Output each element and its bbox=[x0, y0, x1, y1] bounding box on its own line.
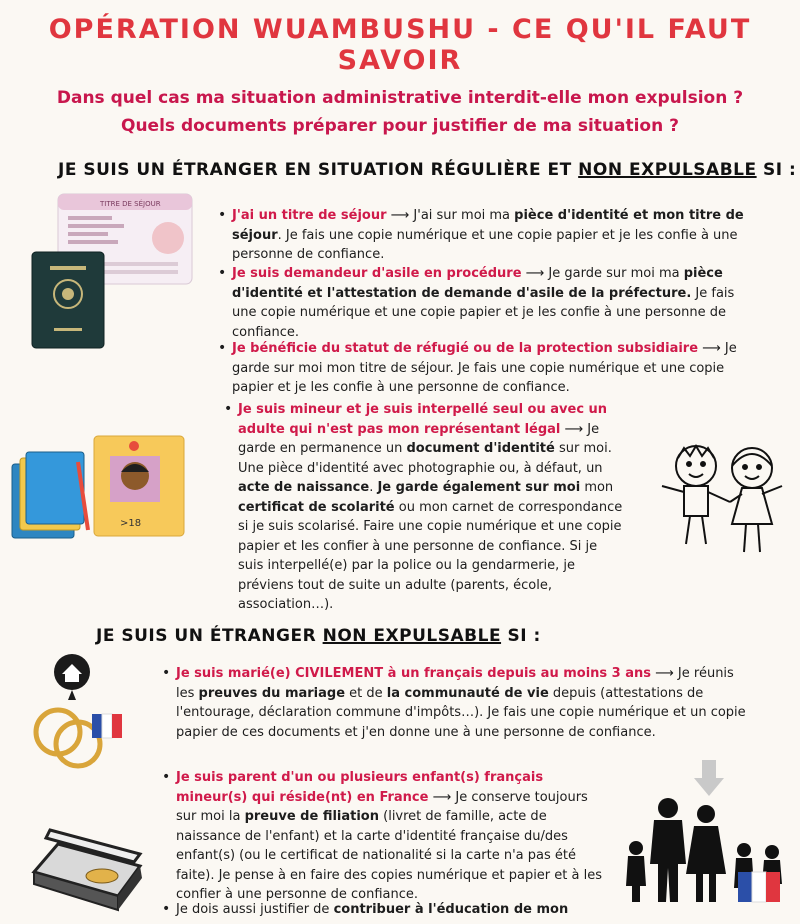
bullet: • bbox=[162, 769, 171, 785]
section-2-heading bbox=[96, 626, 541, 646]
section-2-heading-pre: JE SUIS UN ÉTRANGER bbox=[96, 626, 323, 646]
bullet: • bbox=[218, 207, 227, 223]
item-lead: Je suis marié(e) CIVILEMENT à un français depuis au moins 3 ans bbox=[176, 666, 652, 681]
item-bold: preuves du mariage bbox=[198, 685, 346, 701]
item-bold: document d'identité bbox=[406, 441, 555, 456]
item-text: Je dois aussi justifier de bbox=[176, 902, 334, 917]
list-item-demandeur-asile bbox=[218, 264, 744, 342]
item-bold: certificat de scolarité bbox=[238, 499, 395, 515]
item-bold: Je garde également sur moi bbox=[377, 480, 581, 495]
children-drawing-icon bbox=[656, 440, 788, 564]
age-label: >18 bbox=[120, 518, 142, 529]
item-lead: Je suis parent d'un ou plusieurs enfant(s) français mineur(s) qui réside(nt) en France bbox=[176, 770, 544, 805]
card-title-text: TITRE DE SÉJOUR bbox=[100, 200, 161, 208]
item-text: ⟶ Je garde en permanence un bbox=[238, 421, 600, 456]
item-bold: contribuer à l'éducation de mon bbox=[333, 902, 569, 917]
item-lead: J'ai un titre de séjour bbox=[232, 208, 387, 223]
residence-permit-passport-icon bbox=[28, 190, 198, 350]
page-title: OPÉRATION WUAMBUSHU - CE QU'IL FAUT SAVOIR bbox=[48, 14, 752, 76]
item-bold: acte de naissance bbox=[238, 480, 370, 495]
section-1-heading-underlined: NON EXPULSABLE bbox=[578, 160, 757, 180]
item-text: (livret de famille, acte de naissance de l'enfant) et la carte d'identité française du/des enfant(s) (ou le certificat de nationalité si la carte n'a pas été faite). Je pense à en faire des copies numérique et papier et à les confier à une personne de confiance. bbox=[176, 809, 602, 902]
item-lead: Je suis mineur et je suis interpellé seul ou avec un adulte qui n'est pas mon représentant légal bbox=[238, 402, 608, 437]
list-item-marie bbox=[162, 664, 750, 742]
item-bold: pièce d'identité et mon titre de séjour bbox=[232, 208, 744, 243]
list-item-parent bbox=[162, 768, 608, 905]
item-bold: la communauté de vie bbox=[386, 685, 549, 701]
subtitle-line-1: Dans quel cas ma situation administrative interdit-elle mon expulsion ? bbox=[56, 88, 744, 108]
bullet: • bbox=[162, 901, 171, 917]
item-text: sur moi. Une pièce d'identité avec photographie ou, à défaut, un bbox=[238, 441, 612, 476]
bullet: • bbox=[218, 265, 227, 281]
section-1-heading bbox=[58, 160, 796, 180]
section-1-heading-pre: JE SUIS UN ÉTRANGER EN SITUATION RÉGULIÈRE ET bbox=[58, 160, 579, 180]
item-text: mon bbox=[580, 480, 614, 495]
scanner-icon bbox=[30, 818, 154, 914]
item-lead: Je suis demandeur d'asile en procédure bbox=[232, 266, 522, 281]
item-text: Je fais une copie numérique et une copie papier et je les confie à une personne de confiance. bbox=[232, 285, 735, 340]
item-text: ⟶ Je conserve toujours sur moi la bbox=[176, 789, 588, 824]
school-documents-icon bbox=[8, 432, 188, 542]
list-item-titre-sejour bbox=[218, 206, 744, 265]
bullet: • bbox=[162, 665, 171, 681]
item-text: et de bbox=[345, 685, 387, 701]
item-text: . Je fais une copie numérique et une copie papier et je les confie à une personne de confiance. bbox=[232, 227, 738, 262]
section-2-heading-underlined: NON EXPULSABLE bbox=[322, 626, 502, 646]
item-text: depuis (attestations de l'entourage, déclaration commune d'impôts…). Je fais une copie numérique et un copie papier de ces documents et j'en donne une à une personne de confiance. bbox=[176, 685, 746, 740]
item-text: . bbox=[369, 480, 378, 495]
item-text: ⟶ Je garde sur moi mon titre de séjour. Je fais une copie numérique et une copie papier et je les confie à une personne de confiance. bbox=[232, 341, 737, 395]
family-silhouette-icon bbox=[620, 756, 790, 906]
marriage-rings-icon bbox=[24, 652, 134, 772]
bullet: • bbox=[218, 340, 227, 356]
item-text: ⟶ J'ai sur moi ma bbox=[386, 208, 515, 223]
section-1-heading-post: SI : bbox=[756, 160, 797, 180]
item-bold: pièce d'identité et l'attestation de demande d'asile de la préfecture. bbox=[232, 266, 723, 301]
list-item-contribuer bbox=[162, 900, 608, 920]
list-item-refugie bbox=[218, 339, 744, 398]
bullet: • bbox=[224, 401, 233, 417]
section-2-heading-post: SI : bbox=[501, 626, 541, 646]
item-text: ⟶ Je garde sur moi ma bbox=[521, 266, 684, 281]
item-text: ou mon carnet de correspondance si je suis scolarisé. Faire une copie numérique et une copie papier et les confier à une personne de confiance. Si je suis interpellé(e) par la police ou la gendarmerie, je préviens tout de suite un adulte (parents, école, association…). bbox=[238, 499, 623, 612]
list-item-mineur bbox=[224, 400, 626, 615]
item-lead: Je bénéficie du statut de réfugié ou de la protection subsidiaire bbox=[232, 341, 699, 356]
item-text: ⟶ Je réunis les bbox=[176, 666, 734, 701]
item-bold: preuve de filiation bbox=[244, 809, 379, 824]
subtitle-line-2: Quels documents préparer pour justifier de ma situation ? bbox=[121, 116, 679, 136]
